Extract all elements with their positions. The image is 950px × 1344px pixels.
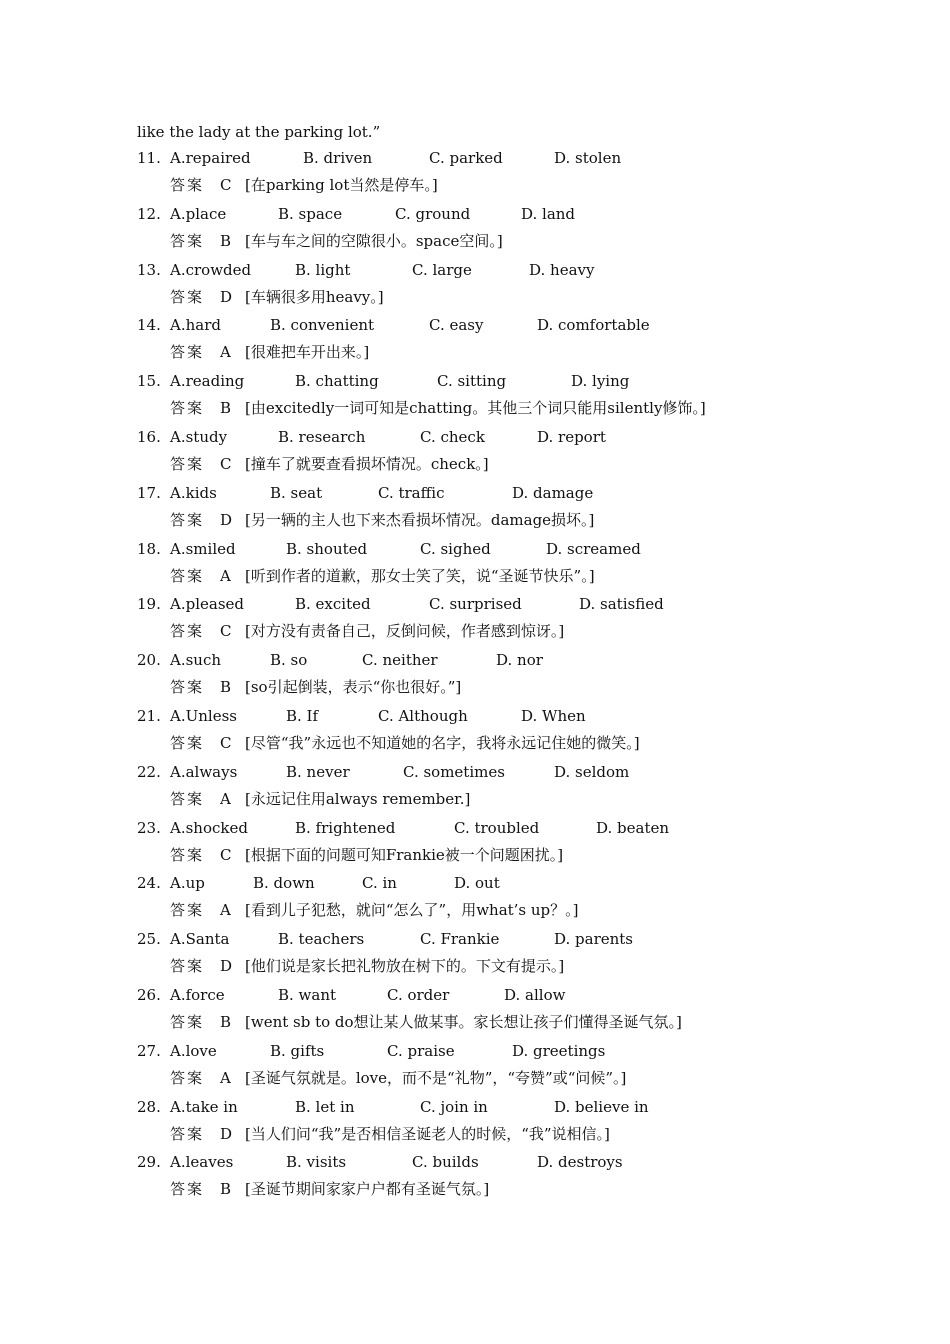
answer-key: B: [220, 1013, 232, 1031]
answer-line: [170, 454, 489, 474]
option-c: C. ground: [395, 204, 471, 223]
answer-label: 答案: [170, 455, 205, 473]
answer-line: [170, 1012, 682, 1032]
answer-key: B: [220, 678, 232, 697]
answer-explanation: [另一辆的主人也下来杰看损坏情况。damage损坏。]: [245, 510, 595, 529]
option-b: B. convenient: [270, 316, 375, 335]
answer-label: 答案: [170, 176, 205, 194]
answer-key: A: [220, 343, 231, 362]
answer-key: B: [220, 399, 232, 418]
answer-explanation: [很难把车开出来。]: [245, 343, 370, 362]
answer-line: [170, 231, 503, 251]
question-25: [137, 929, 634, 949]
option-b: B. down: [253, 874, 315, 893]
option-d: D. screamed: [546, 539, 641, 558]
option-d: D. allow: [504, 986, 566, 1004]
option-c: C. builds: [412, 1153, 479, 1172]
question-number: 22.: [137, 762, 161, 781]
answer-line: [170, 621, 564, 641]
question-27: [137, 1041, 606, 1061]
answer-label: 答案: [170, 734, 205, 752]
option-b: B. chatting: [295, 372, 379, 391]
answer-explanation: [圣诞气氛就是。love，而不是“礼物”，“夸赞”或“问候”。]: [245, 1068, 627, 1087]
question-number: 29.: [137, 1153, 161, 1172]
question-number: 21.: [137, 707, 161, 725]
answer-label: 答案: [170, 1124, 205, 1143]
option-a: A.shocked: [170, 818, 248, 837]
answer-explanation: [went sb to do想让某人做某事。家长想让孩子们懂得圣诞气氛。]: [245, 1013, 682, 1031]
option-d: D. damage: [512, 483, 594, 502]
option-a: A.leaves: [170, 1153, 234, 1172]
answer-line: [170, 956, 564, 976]
option-a: A.kids: [170, 483, 217, 502]
option-a: A.Unless: [170, 707, 237, 725]
option-b: B. gifts: [270, 1041, 325, 1060]
answer-key: A: [220, 789, 231, 808]
option-b: B. research: [278, 428, 366, 446]
question-11: [137, 148, 622, 168]
answer-key: A: [220, 1068, 231, 1087]
option-c: C. sometimes: [403, 762, 505, 781]
option-b: B. driven: [303, 149, 373, 167]
answer-label: 答案: [170, 566, 205, 585]
answer-label: 答案: [170, 287, 205, 306]
answer-explanation: [车辆很多用heavy。]: [245, 287, 384, 306]
question-number: 15.: [137, 372, 161, 391]
option-c: C. traffic: [378, 483, 445, 502]
option-a: A.love: [170, 1041, 217, 1060]
option-a: A.smiled: [170, 539, 236, 558]
option-c: C. in: [362, 874, 397, 893]
answer-line: [170, 287, 384, 307]
question-12: [137, 204, 576, 224]
question-24: [137, 873, 500, 893]
option-d: D. comfortable: [537, 316, 650, 335]
answer-explanation: [撞车了就要查看损坏情况。check。]: [245, 455, 489, 473]
answer-key: D: [220, 287, 233, 306]
option-b: B. light: [295, 260, 351, 279]
option-b: B. excited: [295, 595, 371, 614]
option-b: B. If: [286, 707, 319, 725]
answer-key: A: [220, 566, 231, 585]
option-b: B. space: [278, 204, 343, 223]
question-29: [137, 1152, 623, 1172]
option-d: D. seldom: [554, 762, 630, 781]
answer-line: [170, 1068, 626, 1088]
option-c: C. sitting: [437, 372, 507, 391]
answer-key: D: [220, 957, 233, 976]
option-b: B. so: [270, 651, 308, 670]
option-b: B. never: [286, 762, 350, 781]
option-d: D. believe in: [554, 1097, 649, 1116]
option-b: B. want: [278, 986, 337, 1004]
question-number: 27.: [137, 1041, 161, 1060]
answer-key: C: [220, 176, 232, 194]
question-number: 12.: [137, 204, 161, 223]
option-c: C. large: [412, 260, 472, 279]
option-c: C. sighed: [420, 539, 491, 558]
question-number: 14.: [137, 316, 161, 335]
option-b: B. frightened: [295, 818, 396, 837]
answer-explanation: [他们说是家长把礼物放在树下的。下文有提示。]: [245, 957, 565, 976]
option-d: D. lying: [571, 372, 630, 391]
question-number: 18.: [137, 539, 161, 558]
answer-explanation: [看到儿子犯愁，就问“怎么了”，用what’s up？。]: [245, 901, 579, 920]
question-21: [137, 706, 586, 726]
answer-explanation: [尽管“我”永远也不知道她的名字，我将永远记住她的微笑。]: [245, 734, 640, 752]
option-c: C. troubled: [454, 818, 540, 837]
answer-explanation: [在parking lot当然是停车。]: [245, 176, 438, 194]
option-a: A.such: [170, 651, 222, 670]
option-d: D. stolen: [554, 149, 622, 167]
question-13: [137, 260, 595, 280]
option-a: A.hard: [170, 316, 221, 335]
answer-label: 答案: [170, 901, 205, 920]
option-c: C. Frankie: [420, 930, 500, 949]
option-b: B. seat: [270, 483, 323, 502]
option-d: D. nor: [496, 651, 543, 670]
option-b: B. teachers: [278, 930, 365, 949]
answer-explanation: [听到作者的道歉，那女士笑了笑，说“圣诞节快乐”。]: [245, 566, 595, 585]
option-a: A.Santa: [170, 930, 230, 949]
answer-key: B: [220, 1180, 232, 1199]
option-a: A.place: [170, 204, 227, 223]
answer-label: 答案: [170, 1180, 205, 1199]
option-c: C. neither: [362, 651, 438, 670]
option-d: D. greetings: [512, 1041, 606, 1060]
question-23: [137, 818, 670, 838]
option-d: D. out: [454, 874, 500, 893]
answer-label: 答案: [170, 957, 205, 976]
answer-line: [170, 677, 461, 697]
option-c: C. easy: [429, 316, 484, 335]
answer-line: [170, 1124, 610, 1144]
option-d: D. destroys: [537, 1153, 623, 1172]
answer-explanation: [so引起倒装，表示“你也很好。”]: [245, 678, 462, 697]
question-number: 16.: [137, 428, 161, 446]
question-28: [137, 1097, 649, 1117]
answer-label: 答案: [170, 231, 205, 250]
answer-key: C: [220, 734, 232, 752]
option-a: A.always: [170, 762, 238, 781]
answer-line: [170, 342, 369, 362]
answer-key: D: [220, 510, 233, 529]
option-c: C. praise: [387, 1041, 455, 1060]
answer-label: 答案: [170, 1068, 205, 1087]
question-19: [137, 594, 664, 614]
question-16: [137, 427, 606, 447]
answer-line: [170, 1179, 489, 1199]
option-a: A.pleased: [170, 595, 244, 614]
answer-key: A: [220, 901, 231, 920]
option-a: A.repaired: [170, 149, 251, 167]
option-c: C. check: [420, 428, 485, 446]
answer-line: [170, 566, 595, 586]
answer-explanation: [永远记住用always remember.]: [245, 789, 471, 808]
intro-line: like the lady at the parking lot.”: [137, 123, 381, 141]
answer-key: B: [220, 231, 232, 250]
question-number: 28.: [137, 1097, 161, 1116]
answer-label: 答案: [170, 789, 205, 808]
answer-line: [170, 175, 438, 195]
question-number: 25.: [137, 930, 161, 949]
option-d: D. satisfied: [579, 595, 664, 614]
question-22: [137, 762, 630, 782]
answer-label: 答案: [170, 399, 205, 418]
answer-label: 答案: [170, 845, 205, 864]
option-d: D. heavy: [529, 260, 595, 279]
option-c: C. parked: [429, 149, 503, 167]
option-c: C. Although: [378, 707, 468, 725]
answer-explanation: [当人们问“我”是否相信圣诞老人的时候，“我”说相信。]: [245, 1124, 610, 1143]
answer-line: [170, 900, 579, 920]
question-number: 11.: [137, 149, 161, 167]
option-c: C. surprised: [429, 595, 522, 614]
answer-label: 答案: [170, 678, 205, 697]
answer-line: [170, 510, 594, 530]
option-d: D. parents: [554, 930, 634, 949]
question-number: 17.: [137, 483, 161, 502]
question-number: 24.: [137, 874, 161, 893]
answer-explanation: [圣诞节期间家家户户都有圣诞气氛。]: [245, 1180, 490, 1199]
answer-label: 答案: [170, 622, 205, 641]
option-a: A.crowded: [170, 260, 252, 279]
option-a: A.up: [170, 874, 205, 893]
answer-explanation: [由excitedly一词可知是chatting。其他三个词只能用silently修饰。]: [245, 399, 706, 418]
option-b: B. visits: [286, 1153, 347, 1172]
answer-explanation: [车与车之间的空隙很小。space空间。]: [245, 231, 503, 250]
answer-label: 答案: [170, 1013, 205, 1031]
question-18: [137, 539, 641, 559]
option-a: A.reading: [170, 372, 245, 391]
option-d: D. land: [521, 204, 576, 223]
answer-line: [170, 789, 470, 809]
answer-line: [170, 398, 706, 418]
answer-key: C: [220, 845, 232, 864]
answer-label: 答案: [170, 343, 205, 362]
question-number: 19.: [137, 595, 161, 614]
question-15: [137, 371, 630, 391]
question-number: 26.: [137, 986, 161, 1004]
option-d: D. report: [537, 428, 606, 446]
answer-label: 答案: [170, 510, 205, 529]
question-number: 20.: [137, 651, 161, 670]
answer-key: C: [220, 455, 232, 473]
option-c: C. order: [387, 986, 450, 1004]
question-number: 23.: [137, 818, 161, 837]
question-20: [137, 650, 543, 670]
option-a: A.study: [170, 428, 228, 446]
option-a: A.force: [170, 986, 225, 1004]
option-c: C. join in: [420, 1097, 488, 1116]
option-b: B. shouted: [286, 539, 368, 558]
option-a: A.take in: [170, 1097, 238, 1116]
answer-explanation: [对方没有责备自己，反倒问候，作者感到惊讶。]: [245, 622, 565, 641]
answer-key: D: [220, 1124, 233, 1143]
answer-explanation: [根据下面的问题可知Frankie被一个问题困扰。]: [245, 845, 564, 864]
option-d: D. beaten: [596, 818, 670, 837]
answer-key: C: [220, 622, 232, 641]
answer-line: [170, 845, 563, 865]
question-number: 13.: [137, 260, 161, 279]
question-17: [137, 483, 594, 503]
option-d: D. When: [521, 707, 586, 725]
question-26: [137, 985, 566, 1005]
option-b: B. let in: [295, 1097, 355, 1116]
question-14: [137, 315, 650, 335]
answer-line: [170, 733, 640, 753]
